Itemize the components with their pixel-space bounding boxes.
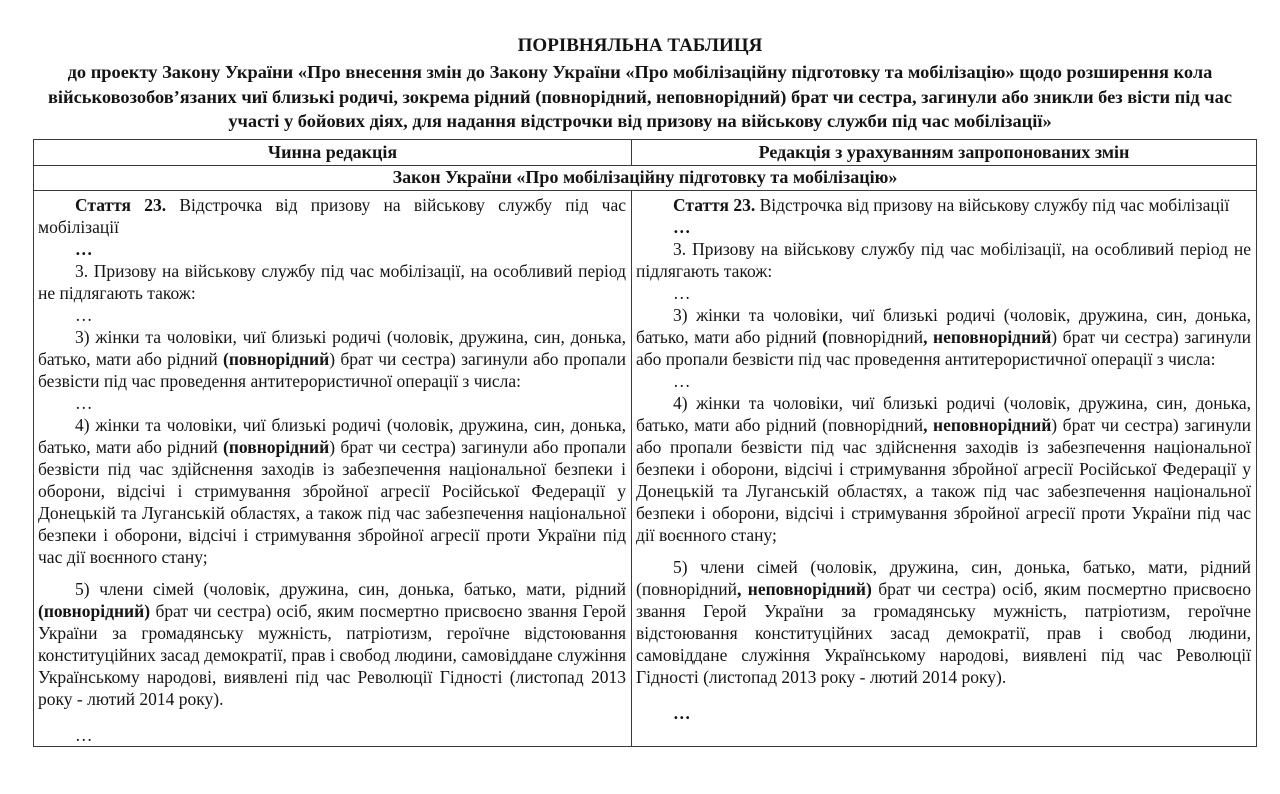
paragraph: …: [75, 392, 93, 413]
paragraph: 3) жінки та чоловіки, чиї близькі родичі (чоловік, дружина, син, донька, батько, мати або рідний (повнорідний) брат чи сестра) загинули або пропали безвісти під час проведення антитерористичної операції з числа:: [38, 326, 626, 391]
paragraph: 3. Призову на військову службу під час мобілізації, на особливий період не підлягають також:: [636, 238, 1251, 281]
comparison-table: [33, 139, 1257, 747]
paragraph: 3) жінки та чоловіки, чиї близькі родичі (чоловік, дружина, син, донька, батько, мати або рідний (повнорідний, неповнорідний) брат чи сестра) загинули або пропали безвісти під час проведення антитерористичної операції з числа:: [636, 304, 1251, 369]
paragraph: 5) члени сімей (чоловік, дружина, син, донька, батько, мати, рідний (повнорідний) брат чи сестра) осіб, яким посмертно присвоєно звання Герой України за громадянську мужність, патріотизм, героїчне відстоювання конституційних засад демократії, прав і свобод людини, самовіддане служіння Українському народові, виявлені під час Революції Гідності (листопад 2013 року - лютий 2014 року).: [38, 578, 626, 709]
document-title: ПОРІВНЯЛЬНА ТАБЛИЦЯ: [517, 35, 763, 56]
paragraph: Стаття 23. Відстрочка від призову на військову службу під час мобілізації: [38, 194, 626, 237]
column-header-proposed-edition: Редакція з урахуванням запропонованих змін: [632, 139, 1257, 165]
law-title-row: [34, 165, 1257, 190]
table-header-row: [34, 139, 1257, 165]
paragraph: 3. Призову на військову службу під час мобілізації, на особливий період не підлягають також:: [38, 260, 626, 303]
paragraph: …: [673, 702, 691, 723]
table-body-row: [34, 190, 1257, 746]
paragraph: …: [673, 216, 691, 237]
paragraph: …: [673, 370, 691, 391]
paragraph: 4) жінки та чоловіки, чиї близькі родичі (чоловік, дружина, син, донька, батько, мати або рідний (повнорідний, неповнорідний) брат чи сестра) загинули або пропали безвісти під час здійснення заходів із забезпечення національної безпеки і оборони, відсічі і стримування збройної агресії Російської Федерації у Донецькій та Луганській областях, а також під час забезпечення національної безпеки і оборони, відсічі і стримування збройної агресії проти України під час дії воєнного стану;: [636, 392, 1251, 545]
paragraph: …: [75, 304, 93, 325]
proposed-edition-cell: [632, 190, 1257, 746]
document-subtitle: до проекту Закону України «Про внесення змін до Закону України «Про мобілізаційну підготовку та мобілізацію» щодо розширення кола військовозобов’язаних чиї близькі родичі, зокрема рідний (повнорідний, неповнорідний) брат чи сестра, загинули або зникли без вісти під час участі у бойових діях, для надання відстрочки від призову на військову служби під час мобілізації»: [47, 62, 1233, 131]
paragraph: 4) жінки та чоловіки, чиї близькі родичі (чоловік, дружина, син, донька, батько, мати або рідний (повнорідний) брат чи сестра) загинули або пропали безвісти під час здійснення заходів із забезпечення національної безпеки і оборони, відсічі і стримування збройної агресії Російської Федерації у Донецькій та Луганській областях, а також під час забезпечення національної безпеки і оборони, відсічі і стримування збройної агресії проти України під час дії воєнного стану;: [38, 414, 626, 567]
paragraph: …: [75, 724, 93, 745]
law-title: Закон України «Про мобілізаційну підготовку та мобілізацію»: [34, 165, 1257, 190]
current-edition-cell: [34, 190, 632, 746]
paragraph: …: [673, 282, 691, 303]
column-header-current-edition: Чинна редакція: [34, 139, 632, 165]
paragraph: Стаття 23. Відстрочка від призову на військову службу під час мобілізації: [673, 194, 1230, 215]
paragraph: 5) члени сімей (чоловік, дружина, син, донька, батько, мати, рідний (повнорідний, неповнорідний) брат чи сестра) осіб, яким посмертно присвоєно звання Герой України за громадянську мужність, патріотизм, героїчне відстоювання конституційних засад демократії, прав і свобод людини, самовіддане служіння Українському народові, виявлені під час Революції Гідності (листопад 2013 року - лютий 2014 року).: [636, 556, 1251, 687]
paragraph: …: [75, 238, 93, 259]
